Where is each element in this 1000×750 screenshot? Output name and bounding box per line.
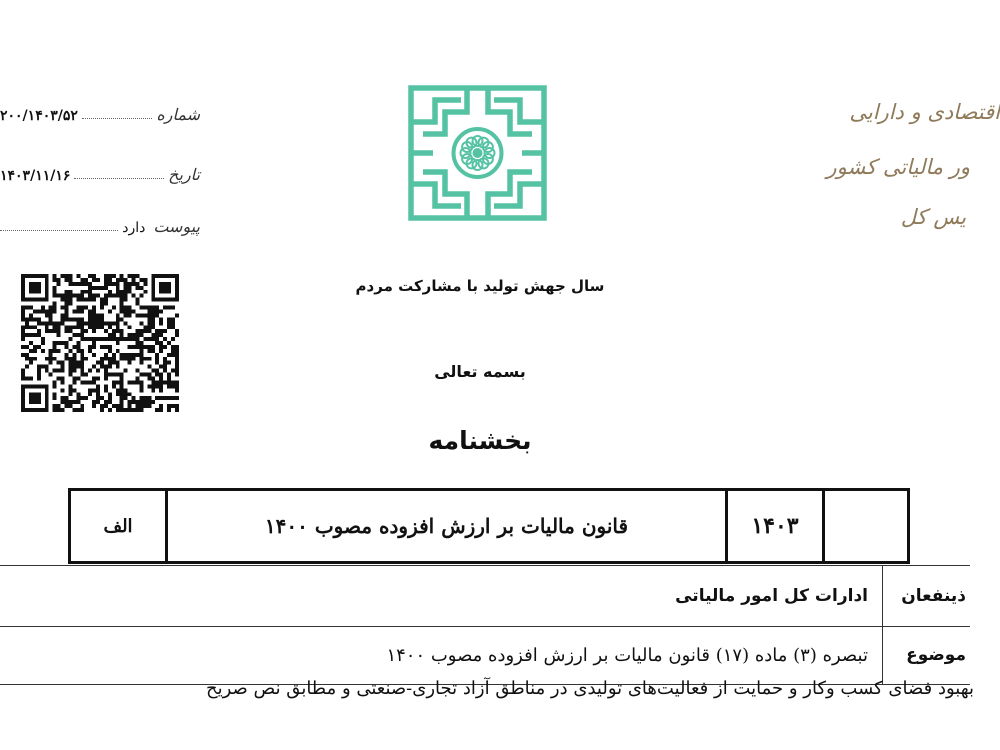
- letter-number-row: [0, 100, 200, 124]
- subject-row: [0, 626, 970, 685]
- letter-date-label: تاریخ: [168, 165, 200, 184]
- letter-number-label: شماره: [156, 105, 200, 124]
- attachment-row: [0, 212, 200, 236]
- letter-date-row: [0, 160, 200, 184]
- dotted-leader: [0, 230, 118, 231]
- document-title: بخشنامه: [428, 426, 532, 455]
- body-text-line: بهبود فضای کسب وکار و حمایت از فعالیت‌های تولیدی در مناطق آزاد تجاری-صنعتی و مطابق نص صریح: [205, 678, 974, 699]
- law-title-cell: قانون مالیات بر ارزش افزوده مصوب ۱۴۰۰: [167, 490, 727, 563]
- qr-code: [20, 274, 180, 412]
- basmala: بسمه تعالی: [434, 362, 526, 381]
- ministry-name-line3: یس کل: [900, 205, 966, 229]
- tax-organization-logo: [405, 82, 550, 224]
- letter-number-value: ۲۰۰/۱۴۰۳/۵۲: [0, 108, 78, 124]
- ministry-name-line1: اقتصادی و دارایی: [849, 100, 1000, 124]
- dotted-leader: [82, 118, 152, 119]
- attachment-value: دارد: [122, 220, 146, 236]
- beneficiaries-value: ادارات کل امور مالیاتی: [675, 586, 868, 606]
- empty-cell: [824, 490, 909, 563]
- circular-header-table: [68, 488, 910, 564]
- beneficiaries-label: ذینفعان: [882, 566, 970, 626]
- letter-date-value: ۱۴۰۳/۱۱/۱۶: [0, 168, 71, 184]
- attachment-label: پیوست: [153, 217, 200, 236]
- category-cell: الف: [70, 490, 167, 563]
- year-cell: ۱۴۰۳: [727, 490, 824, 563]
- subject-label: موضوع: [882, 626, 970, 684]
- subject-value: تبصره (۳) ماده (۱۷) قانون مالیات بر ارزش افزوده مصوب ۱۴۰۰: [386, 644, 868, 666]
- year-slogan: سال جهش تولید با مشارکت مردم: [355, 277, 605, 295]
- dotted-leader: [74, 178, 164, 179]
- beneficiaries-row: [0, 565, 970, 627]
- ministry-name-line2: ور مالیاتی کشور: [826, 155, 970, 179]
